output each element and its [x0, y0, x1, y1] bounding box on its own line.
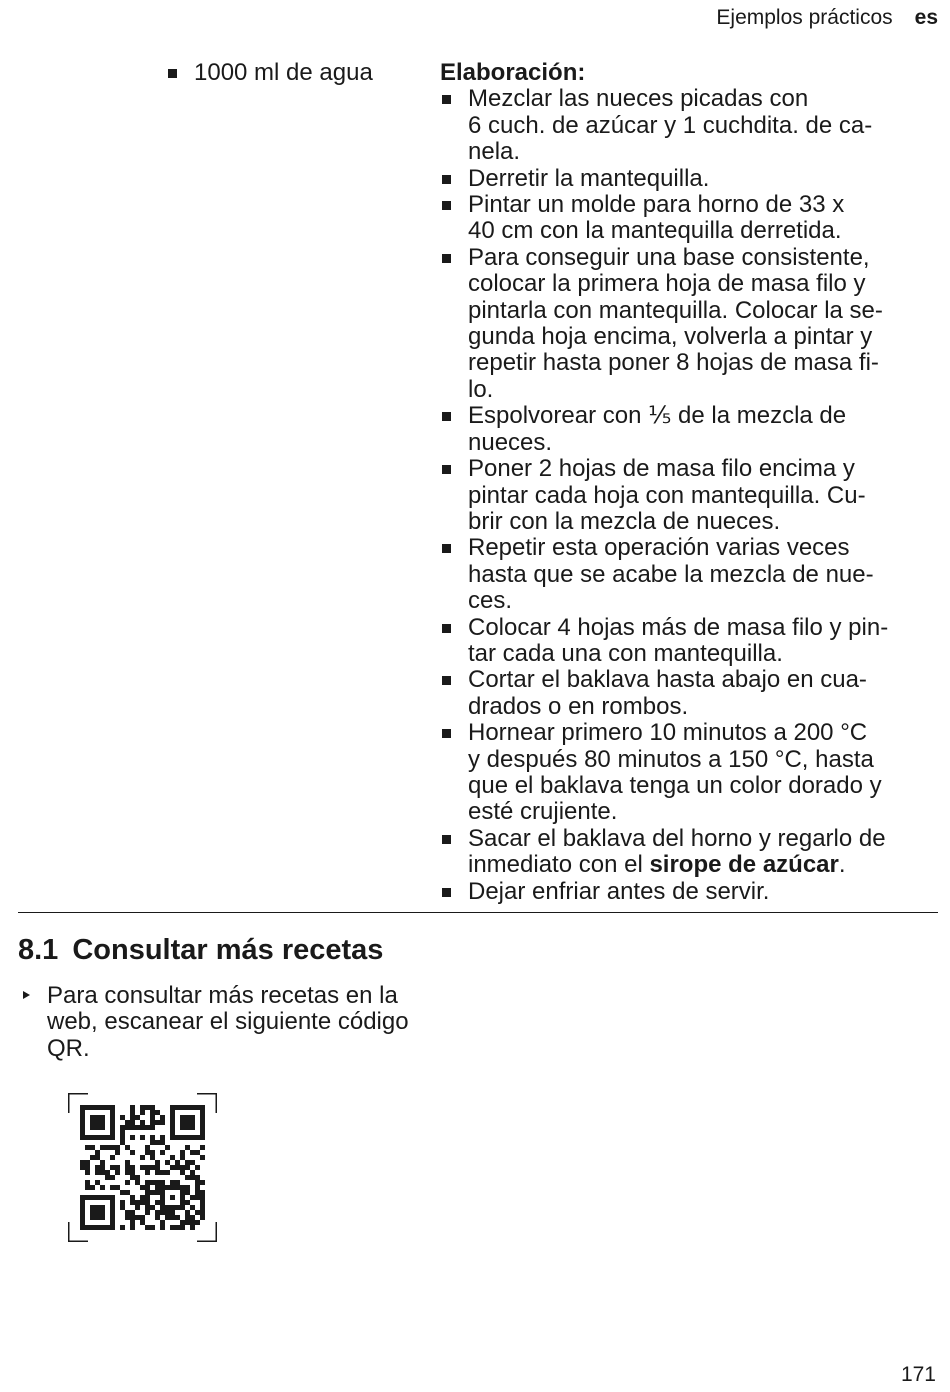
- square-bullet-icon: [442, 254, 451, 263]
- step-line: drados o en rombos.: [468, 692, 689, 720]
- preparation-step: [440, 879, 938, 905]
- qr-corner-mark: [68, 1093, 88, 1095]
- square-bullet-icon: [442, 676, 451, 685]
- triangle-bullet-icon: [23, 991, 30, 999]
- preparation-step: [440, 826, 938, 879]
- preparation-step: [440, 245, 938, 403]
- step-line: Dejar enfriar antes de servir.: [468, 877, 770, 905]
- step-line: Poner 2 hojas de masa filo encima y: [468, 455, 855, 483]
- step-line: repetir hasta poner 8 hojas de masa fi-: [468, 349, 879, 377]
- step-line: Espolvorear con ⅕ de la mezcla de: [468, 402, 847, 430]
- syrup-emphasis: sirope de azúcar: [649, 851, 839, 879]
- section-divider: [18, 912, 938, 913]
- step-line: hasta que se acabe la mezcla de nue-: [468, 560, 874, 588]
- preparation-step: [440, 535, 938, 614]
- square-bullet-icon: [442, 412, 451, 421]
- qr-corner-mark: [197, 1241, 217, 1243]
- step-line: 6 cuch. de azúcar y 1 cuchdita. de ca-: [468, 111, 873, 139]
- square-bullet-icon: [442, 624, 451, 633]
- step-line: pintar cada hoja con mantequilla. Cu-: [468, 481, 866, 509]
- preparation-step: [440, 456, 938, 535]
- preparation-steps: [440, 86, 938, 905]
- square-bullet-icon: [442, 95, 451, 104]
- preparation-step: [440, 192, 938, 245]
- section-number: 8.1: [18, 934, 59, 966]
- step-line: Pintar un molde para horno de 33 x: [468, 191, 845, 219]
- qr-corner-mark: [197, 1093, 217, 1095]
- square-bullet-icon: [442, 465, 451, 474]
- step-line: tar cada una con mantequilla.: [468, 639, 783, 667]
- header-section-title: Ejemplos prácticos: [716, 6, 893, 29]
- preparation-title: Elaboración:: [440, 59, 586, 86]
- step-line: ces.: [468, 587, 513, 615]
- square-bullet-icon: [442, 888, 451, 897]
- preparation-step: [440, 667, 938, 720]
- preparation-step: [440, 403, 938, 456]
- ingredient-list: [166, 60, 426, 86]
- page-number: 171: [900, 1363, 936, 1386]
- square-bullet-icon: [442, 175, 451, 184]
- step-text: inmediato con el: [468, 851, 650, 879]
- preparation-section: [440, 60, 938, 905]
- step-line: [468, 852, 938, 878]
- preparation-step: [440, 166, 938, 192]
- header-language-code: es: [914, 6, 938, 29]
- step-line: 40 cm con la mantequilla derretida.: [468, 217, 842, 245]
- step-line: pintarla con mantequilla. Colocar la se-: [468, 296, 883, 324]
- step-line: Para conseguir una base consistente,: [468, 243, 870, 271]
- step-line: Mezclar las nueces picadas con: [468, 85, 809, 113]
- instruction-text: [47, 983, 448, 1062]
- step-line: brir con la mezcla de nueces.: [468, 507, 781, 535]
- square-bullet-icon: [442, 201, 451, 210]
- ingredient-item: [166, 60, 426, 86]
- step-line: gunda hoja encima, volverla a pintar y: [468, 323, 873, 351]
- step-line: Colocar 4 hojas más de masa filo y pin-: [468, 613, 889, 641]
- qr-code: [68, 1093, 217, 1242]
- section-heading: [18, 934, 383, 967]
- square-bullet-icon: [442, 835, 451, 844]
- step-line: y después 80 minutos a 150 °C, hasta: [468, 745, 874, 773]
- qr-corner-mark: [68, 1222, 70, 1242]
- step-line: esté crujiente.: [468, 798, 618, 826]
- square-bullet-icon: [168, 69, 177, 78]
- qr-code-icon: [68, 1093, 217, 1242]
- preparation-step: [440, 615, 938, 668]
- ingredient-text: 1000 ml de agua: [194, 59, 373, 86]
- instruction-line: web, escanear el siguiente código: [47, 1008, 409, 1036]
- instruction-line: Para consultar más recetas en la: [47, 982, 398, 1009]
- qr-corner-mark: [68, 1093, 70, 1113]
- qr-corner-mark: [68, 1241, 88, 1243]
- running-header: [716, 6, 938, 30]
- square-bullet-icon: [442, 544, 451, 553]
- instruction-step: [18, 983, 448, 1062]
- step-line: que el baklava tenga un color dorado y: [468, 771, 882, 799]
- step-line: lo.: [468, 375, 494, 403]
- qr-corner-mark: [216, 1093, 218, 1113]
- step-line: nueces.: [468, 428, 553, 456]
- preparation-step: [440, 86, 938, 165]
- step-line: colocar la primera hoja de masa filo y: [468, 270, 866, 298]
- square-bullet-icon: [442, 729, 451, 738]
- step-line: Derretir la mantequilla.: [468, 164, 710, 192]
- step-line: Sacar el baklava del horno y regarlo de: [468, 824, 886, 852]
- instruction-line: QR.: [47, 1034, 90, 1062]
- step-text: .: [838, 851, 846, 879]
- qr-corner-mark: [216, 1222, 218, 1242]
- step-line: Cortar el baklava hasta abajo en cua-: [468, 666, 867, 694]
- step-line: nela.: [468, 138, 521, 166]
- step-line: Repetir esta operación varias veces: [468, 534, 850, 562]
- step-line: Hornear primero 10 minutos a 200 °C: [468, 719, 868, 747]
- ingredient-items: [166, 60, 426, 86]
- preparation-step: [440, 720, 938, 826]
- section-title: Consultar más recetas: [72, 934, 384, 966]
